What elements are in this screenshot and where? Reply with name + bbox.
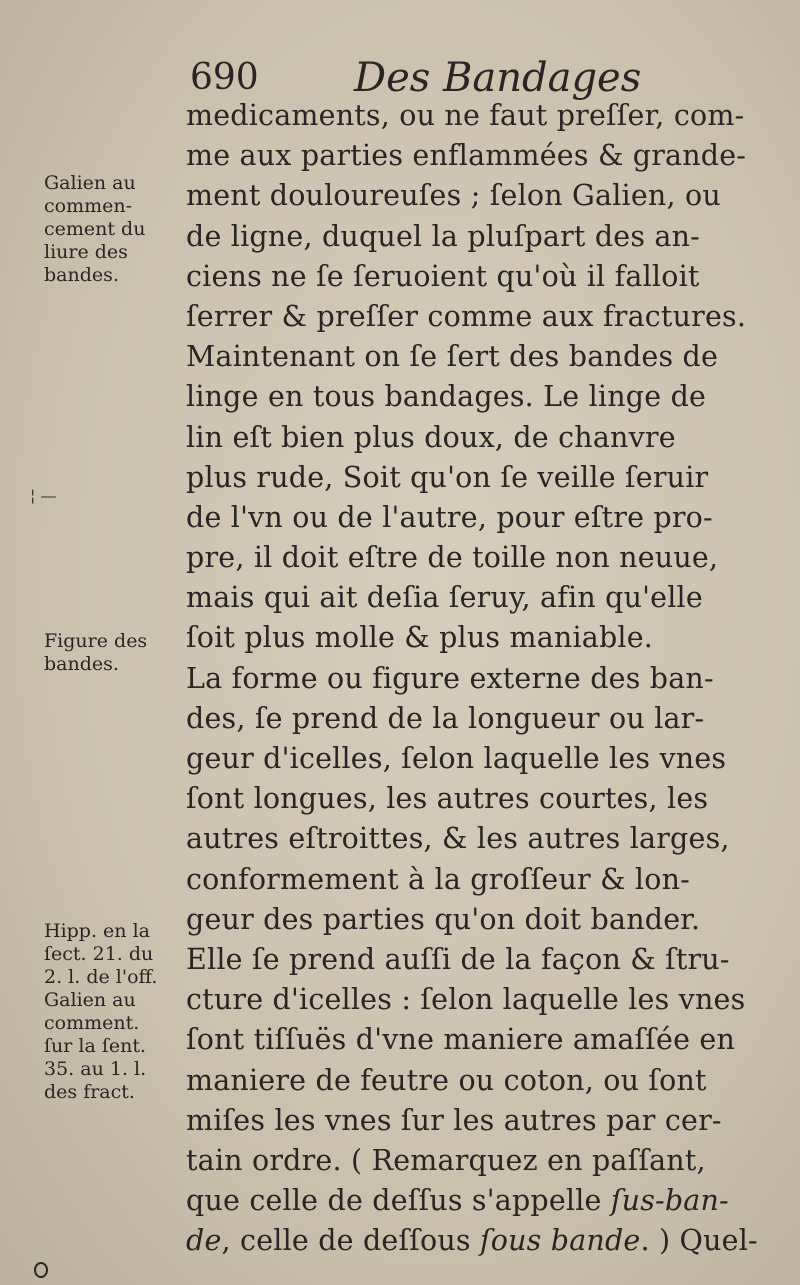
note-line: des fract. — [44, 1081, 135, 1103]
note-line: Galien au — [44, 989, 136, 1011]
note-line: cement du — [44, 218, 146, 240]
text-line: de ligne, duquel la pluſpart des an- — [186, 219, 700, 253]
text-line: ſont tiſſuës d'vne maniere amaſſée en — [186, 1023, 736, 1057]
margin-note-hipp — [44, 920, 184, 1104]
text-line: La forme ou figure externe des ban- — [186, 661, 714, 695]
page-number: 690 — [190, 57, 259, 98]
text-line: des, ſe prend de la longueur ou lar- — [186, 701, 705, 735]
text-line: mais qui ait deſia ſeruy, afin qu'elle — [186, 581, 703, 615]
italic-term: ſous bande — [480, 1224, 641, 1258]
text-line: pre, il doit eſtre de toille non neuue, — [186, 541, 719, 575]
note-line: Figure des — [44, 630, 148, 652]
text-line: geur des parties qu'on doit bander. — [186, 902, 701, 936]
text-line: de l'vn ou de l'autre, pour eſtre pro- — [186, 500, 713, 534]
text-span: que celle de deſſus s'appelle — [186, 1184, 611, 1218]
body-text — [186, 96, 758, 1261]
text-line: maniere de feutre ou coton, ou ſont — [186, 1063, 707, 1097]
text-line: Maintenant on ſe ſert des bandes de — [186, 340, 719, 374]
text-line: ſont longues, les autres courtes, les — [186, 782, 709, 816]
margin-note-galien — [44, 172, 184, 287]
text-line: medicaments, ou ne faut preſſer, com- — [186, 99, 745, 132]
text-line: ciens ne ſe ſeruoient qu'où il falloit — [186, 259, 700, 293]
note-line: Hipp. en la — [44, 920, 150, 942]
note-line: 2. l. de l'off. — [44, 966, 158, 988]
text-line: Elle ſe prend auſſi de la façon & ſtru- — [186, 942, 730, 976]
note-line: liure des — [44, 241, 128, 263]
ring-mark — [34, 1262, 48, 1278]
note-line: bandes. — [44, 264, 119, 286]
text-line — [186, 1221, 758, 1261]
text-line: plus rude, Soit qu'on ſe veille ſeruir — [186, 460, 709, 494]
note-line: bandes. — [44, 653, 119, 675]
text-line: linge en tous bandages. Le linge de — [186, 380, 707, 414]
text-line: ſerrer & preſſer comme aux fractures. — [186, 299, 747, 333]
note-line: ſect. 21. du — [44, 943, 154, 965]
margin-note-figure — [44, 630, 184, 676]
text-line: cture d'icelles : ſelon laquelle les vnes — [186, 983, 746, 1017]
note-line: commen- — [44, 195, 133, 217]
italic-term: ſus-ban- — [610, 1184, 729, 1218]
text-line: miſes les vnes ſur les autres par cer- — [186, 1103, 722, 1137]
text-line: tain ordre. ( Remarquez en paſſant, — [186, 1143, 706, 1177]
text-span: . ) Quel- — [640, 1224, 758, 1258]
text-line — [186, 1181, 746, 1221]
text-line: me aux parties enflammées & grande- — [186, 139, 747, 173]
italic-term: de — [186, 1224, 222, 1258]
note-line: Galien au — [44, 172, 136, 194]
running-title: Des Bandages — [354, 55, 642, 101]
margin-mark: ¦ — — [30, 486, 57, 505]
text-line: geur d'icelles, ſelon laquelle les vnes — [186, 742, 727, 775]
text-span: , celle de deſſous — [221, 1224, 480, 1258]
text-line: ſoit plus molle & plus maniable. — [186, 621, 654, 655]
note-line: ſur la ſent. — [44, 1035, 147, 1057]
text-line: autres eſtroittes, & les autres larges, — [186, 822, 730, 856]
note-line: 35. au 1. l. — [44, 1058, 147, 1080]
note-line: comment. — [44, 1012, 140, 1034]
text-line: lin eſt bien plus doux, de chanvre — [186, 420, 676, 454]
text-line: ment douloureuſes ; ſelon Galien, ou — [186, 179, 721, 213]
text-line: conformement à la groſſeur & lon- — [186, 862, 690, 896]
